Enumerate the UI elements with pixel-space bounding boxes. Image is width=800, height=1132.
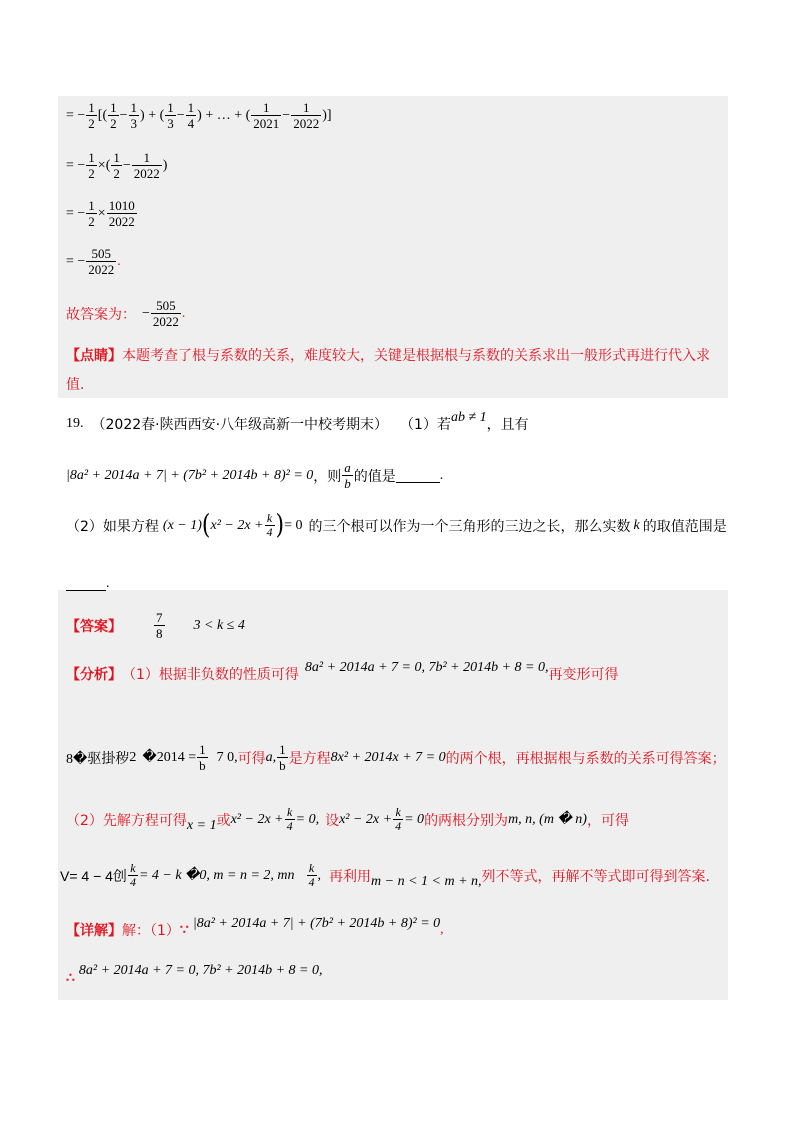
q19-part2-blank-line: .	[66, 576, 110, 592]
sol19-detail-line1: 【详解】 解：（1） ∵ |8a² + 2014a + 7| + (7b² + 2014b + 8)² = 0 ,	[66, 916, 444, 939]
fraction: $\frac{1}{b}$	[199, 742, 206, 773]
fraction: $\frac{1}{2022}$	[133, 150, 160, 181]
fraction: $\frac{k}{4}$	[308, 861, 315, 889]
fraction: $\frac{1}{2}$	[110, 100, 117, 131]
sol18-comment-line1: 【点睛】本题考查了根与系数的关系，难度较大，关键是根据根与系数的关系求出一般形式再进行代入求	[66, 348, 710, 364]
fraction: $\frac{1}{2021}$	[253, 100, 280, 131]
fraction: $\frac{1}{3}$	[167, 100, 174, 131]
fraction: $\frac{1}{2022}$	[293, 100, 320, 131]
fraction: $\frac{1}{2}$	[88, 100, 95, 131]
fraction: $\frac{k}{4}$	[286, 805, 293, 833]
answer-blank	[396, 468, 440, 483]
fraction: $\frac{1}{4}$	[187, 100, 195, 131]
fraction: $\frac{505}{2022}$	[152, 298, 179, 329]
q19-part2: （2）如果方程 (x − 1) ( x² − 2x + $\frac{k}{4}$ ) = 0 的三个根可以作为一个三角形的三边之长，那么实数 k 的取值范围是	[66, 509, 727, 541]
fraction: $\frac{1}{3}$	[130, 100, 138, 131]
fraction: $\frac{1}{2}$	[113, 150, 120, 181]
sol19-detail-line2: ∴ 8a² + 2014a + 7 = 0, 7b² + 2014b + 8 = 0,	[66, 962, 323, 986]
answer-blank	[66, 578, 106, 591]
sol19-analysis-line3: （2）先解方程可得 x = 1 或 x² − 2x + $\frac{k}{4}$ = 0, 设 x² − 2x + $\frac{k}{4}$ = 0 的两根分别为 m, n, (m � n) ，可得	[66, 805, 629, 833]
fraction: $\frac{1}{2}$	[88, 150, 95, 181]
sol18-line3: = − $\frac{1}{2}$ × $\frac{1010}{2022}$	[66, 198, 135, 229]
fraction: $\frac{k}{4}$	[395, 805, 402, 833]
sol18-line1: = − $\frac{1}{2}$ [( $\frac{1}{2}$ − $\frac{1}{3}$ ) + ( $\frac{1}{3}$ − $\frac{1}{4}$ ) + … + ( $\frac{1}{2021}$ − $\frac{1}{2022}$ )]	[66, 100, 332, 131]
sol18-comment-line2: 值.	[66, 377, 85, 393]
q19-header: 19. （2022春·陕西西安·八年级高新一中校考期末） （1）若 ab ≠ 1 ，且有	[66, 410, 529, 433]
sol18-line2: = − $\frac{1}{2}$ ×( $\frac{1}{2}$ − $\frac{1}{2022}$ )	[66, 150, 168, 181]
sol19-analysis-line1: 【分析】 （1）根据非负数的性质可得 8a² + 2014a + 7 = 0, 7b² + 2014b + 8 = 0, 再变形可得	[66, 660, 619, 683]
fraction: $\frac{7}{8}$	[156, 610, 163, 641]
fraction: $\frac{a}{b}$	[344, 460, 351, 491]
fraction: $\frac{505}{2022}$	[88, 246, 115, 277]
q19-part1-equation: |8a² + 2014a + 7| + (7b² + 2014b + 8)² = 0 ，则 $\frac{a}{b}$ 的值是 .	[66, 460, 444, 491]
sol18-line4: = − $\frac{505}{2022}$ .	[66, 246, 121, 277]
sol18-answer: 故答案为： − $\frac{505}{2022}$ .	[66, 298, 186, 329]
fraction: $\frac{1}{2}$	[88, 198, 95, 229]
sol19-analysis-line2: 8�驱掛秽 2 �2014 = $\frac{1}{b}$ 7 0, 可得 a, $\frac{1}{b}$ 是方程 8x² + 2014x + 7 = 0 的两个根，再根据根与系数的关系可得答案；	[66, 742, 726, 773]
fraction: $\frac{1010}{2022}$	[108, 198, 135, 229]
fraction: $\frac{k}{4}$	[266, 511, 273, 539]
sol19-analysis-line4: V= 4 − 4创 $\frac{k}{4}$ = 4 − k �0, m = n = 2, mn $\frac{k}{4}$ , 再利用 m − n < 1 < m + n, 列不等式，再解不等式即可得到答案.	[60, 861, 710, 889]
fraction: $\frac{k}{4}$	[129, 861, 136, 889]
fraction: $\frac{1}{b}$	[279, 742, 286, 773]
sol19-answer: 【答案】 $\frac{7}{8}$ 3 < k ≤ 4	[66, 610, 245, 641]
